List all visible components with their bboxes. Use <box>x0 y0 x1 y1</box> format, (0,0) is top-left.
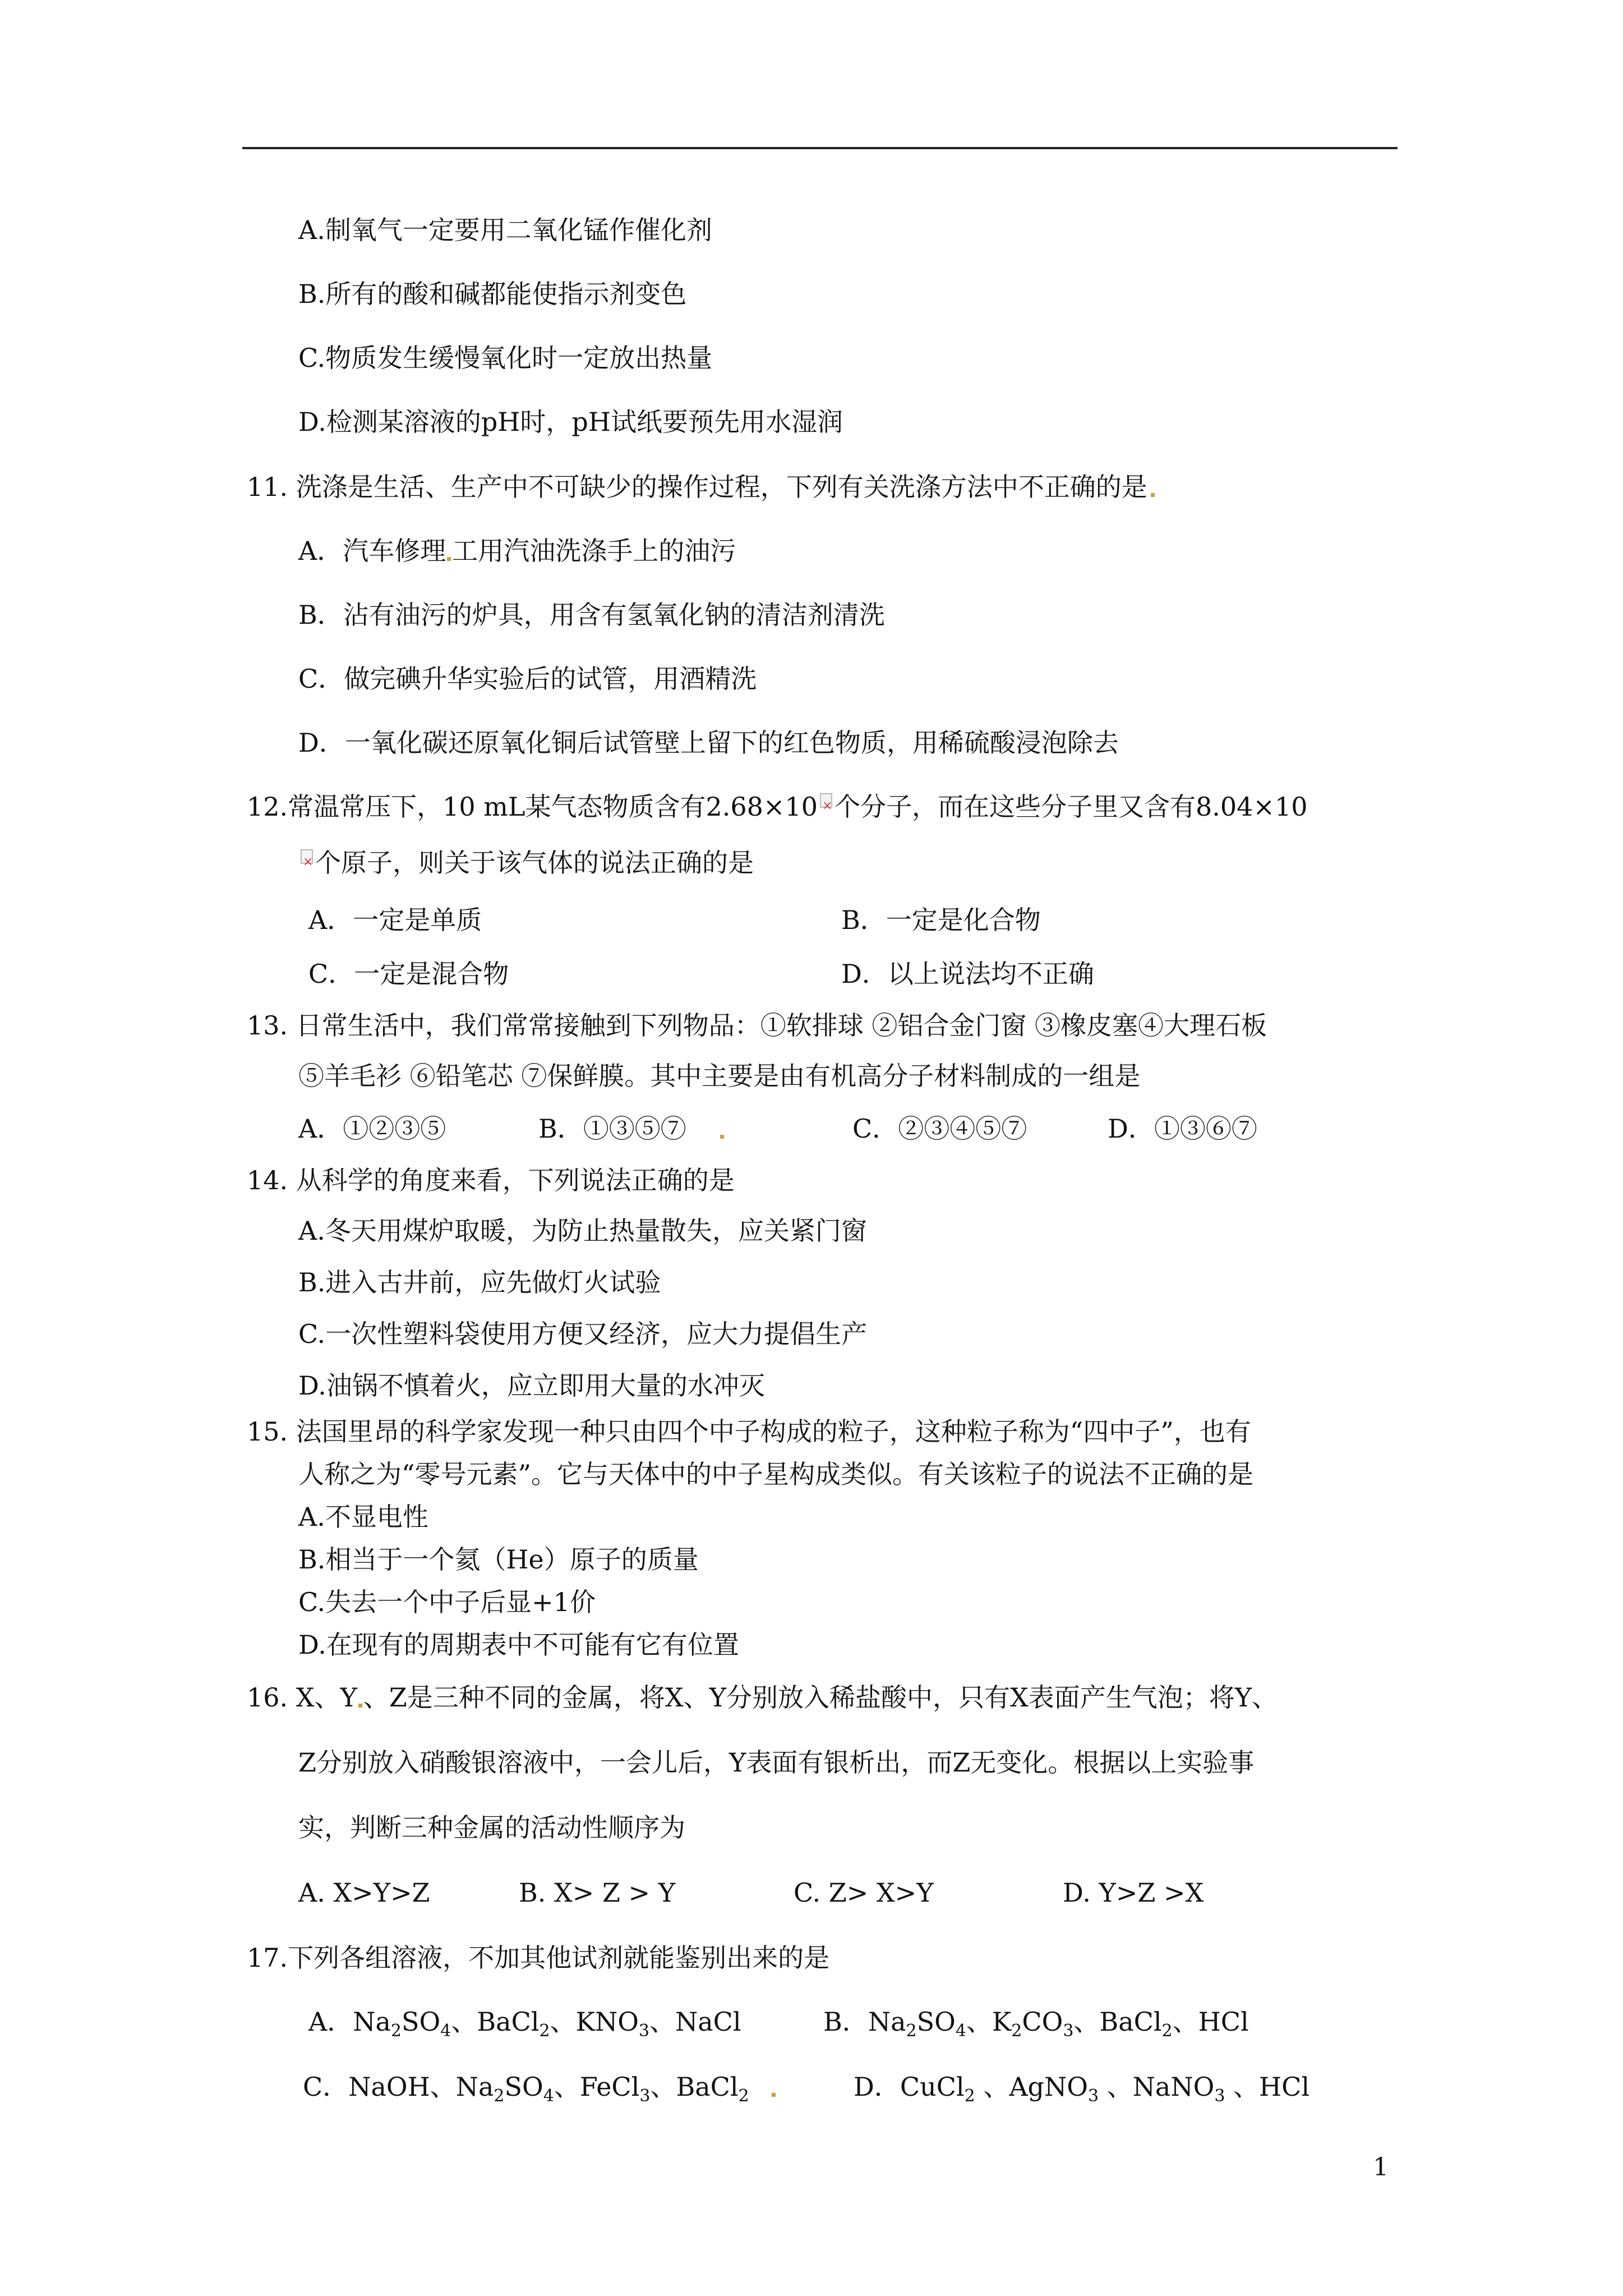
q11-option-c: C．做完碘升华实验后的试管，用酒精洗 <box>298 664 757 694</box>
q12-option-b: B．一定是化合物 <box>841 905 1041 935</box>
q17-option-d: D．CuCl$_2$ 、AgNO$_3$ 、NaNO$_3$ 、HCl <box>854 2072 1310 2106</box>
q17-option-c: C．NaOH、$Na_2SO_4$、FeCl$_3$、BaCl$_2$ <box>303 2070 776 2113</box>
q13-stem-line1: 13. 日常生活中，我们常常接触到下列物品：①软排球 ②铝合金门窗 ③橡皮塞④大理石板 <box>247 1010 1267 1041</box>
q15-option-b: B.相当于一个氦（He）原子的质量 <box>298 1544 699 1575</box>
q11-option-b: B．沾有油污的炉具，用含有氢氧化钠的清洁剂清洗 <box>298 600 885 630</box>
q14-option-b: B.进入古井前，应先做灯火试验 <box>298 1267 661 1297</box>
q12-option-a: A．一定是单质 <box>308 905 482 935</box>
broken-image-icon <box>301 849 313 864</box>
q14-stem: 14. 从科学的角度来看，下列说法正确的是 <box>247 1165 735 1195</box>
q16-stem-line3: 实，判断三种金属的活动性顺序为 <box>298 1812 685 1843</box>
q11-option-a: A．汽车修理 工用汽油洗涤手上的油污 <box>298 536 736 566</box>
q16-stem-line1: 16. X、Y 、Z是三种不同的金属，将X、Y分别放入稀盐酸中，只有X表面产生气泡；将Y、 <box>247 1682 1278 1713</box>
stray-mark <box>772 2093 776 2097</box>
broken-image-icon <box>820 793 832 808</box>
q14-option-a: A.冬天用煤炉取暖，为防止热量散失，应关紧门窗 <box>298 1216 867 1246</box>
q12-option-d: D．以上说法均不正确 <box>841 959 1094 989</box>
q15-option-a: A.不显电性 <box>298 1502 428 1532</box>
q17-option-b: B．$Na_2SO_4$、$K_2CO_3$、BaCl$_2$、HCl <box>823 2007 1249 2041</box>
header-rule <box>242 147 1398 149</box>
q13-option-b: B．①③⑤⑦ <box>538 1112 724 1145</box>
q16-option-d: D. Y>Z >X <box>1063 1878 1204 1908</box>
q17-stem: 17.下列各组溶液，不加其他试剂就能鉴别出来的是 <box>247 1943 830 1973</box>
q12-stem-line2: ×个原子，则关于该气体的说法正确的是 <box>298 846 754 880</box>
q11-stem: 11. 洗涤是生活、生产中不可缺少的操作过程，下列有关洗涤方法中不正确的是 <box>247 470 1155 504</box>
stray-mark <box>1151 493 1155 497</box>
q10-option-c: C.物质发生缓慢氧化时一定放出热量 <box>298 343 713 373</box>
q12-stem-line1: 12.常温常压下，10 mL某气态物质含有2.68×10× 个分子，而在这些分子里又含有8.04×10 <box>247 790 1307 823</box>
q15-stem-line2: 人称之为“零号元素”。它与天体中的中子星构成类似。有关该粒子的说法不正确的是 <box>298 1459 1254 1489</box>
q13-stem-line2: ⑤羊毛衫 ⑥铅笔芯 ⑦保鲜膜。其中主要是由有机高分子材料制成的一组是 <box>298 1061 1141 1091</box>
q10-option-d: D.检测某溶液的pH时，pH试纸要预先用水湿润 <box>298 407 843 437</box>
q15-stem-line1: 15. 法国里昂的科学家发现一种只由四个中子构成的粒子，这种粒子称为“四中子”，也有 <box>247 1416 1251 1447</box>
q10-option-a: A.制氧气一定要用二氧化锰作催化剂 <box>298 215 712 245</box>
q15-option-c: C.失去一个中子后显+1价 <box>298 1587 596 1617</box>
q15-option-d: D.在现有的周期表中不可能有它有位置 <box>298 1630 739 1660</box>
stray-mark <box>358 1704 362 1708</box>
q10-option-b: B.所有的酸和碱都能使指示剂变色 <box>298 279 687 309</box>
page-number: 1 <box>1373 2153 1389 2182</box>
q16-option-b: B. X> Z > Y <box>519 1878 676 1908</box>
q13-option-c: C．②③④⑤⑦ <box>852 1114 1027 1144</box>
q13-option-d: D．①③⑥⑦ <box>1108 1114 1257 1144</box>
q16-option-a: A. X>Y>Z <box>298 1878 430 1908</box>
stray-mark <box>447 557 451 561</box>
q13-option-a: A．①②③⑤ <box>298 1114 446 1144</box>
stray-mark <box>720 1135 724 1139</box>
q11-option-d: D．一氧化碳还原氧化铜后试管壁上留下的红色物质，用稀硫酸浸泡除去 <box>298 728 1119 758</box>
q14-option-d: D.油锅不慎着火，应立即用大量的水冲灭 <box>298 1370 765 1401</box>
q16-stem-line2: Z分别放入硝酸银溶液中，一会儿后，Y表面有银析出，而Z无变化。根据以上实验事 <box>298 1747 1255 1778</box>
q16-option-c: C. Z> X>Y <box>794 1878 934 1908</box>
q12-option-c: C．一定是混合物 <box>308 959 509 989</box>
q14-option-c: C.一次性塑料袋使用方便又经济，应大力提倡生产 <box>298 1319 868 1349</box>
q17-option-a: A．$Na_2SO_4$、BaCl$_2$、$KNO_3$、NaCl <box>308 2007 741 2041</box>
